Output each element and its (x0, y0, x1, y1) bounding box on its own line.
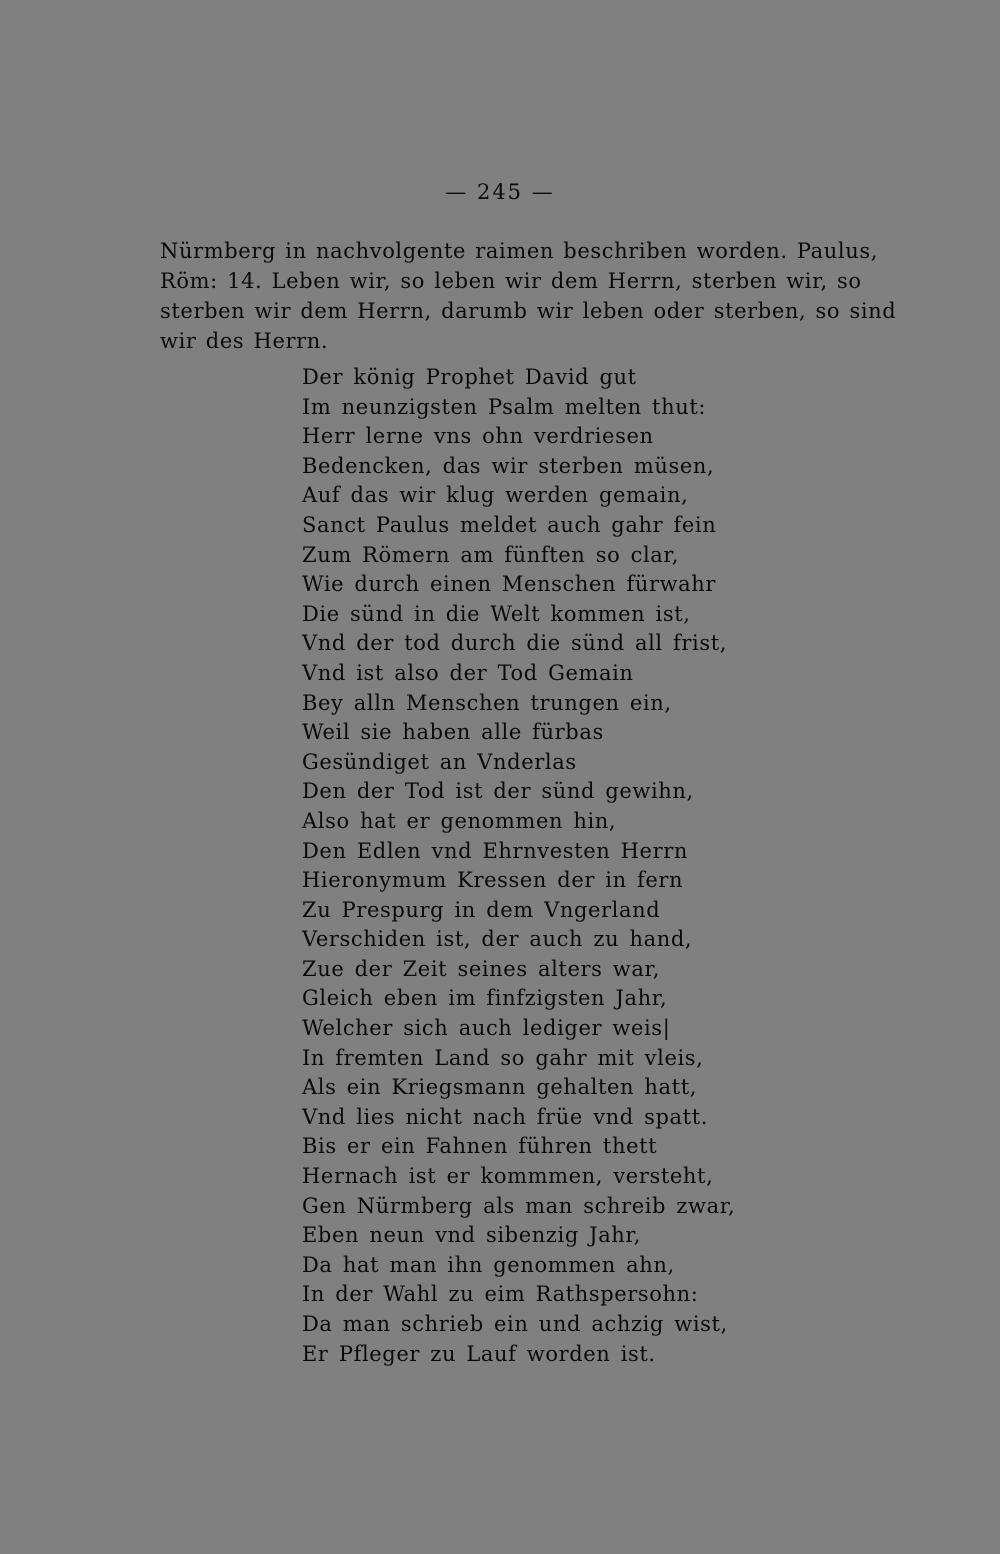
verse-line: Welcher sich auch lediger weis| (302, 1016, 671, 1041)
verse-line: Zue der Zeit seines alters war, (302, 956, 661, 981)
verse-line: Gleich eben im finfzigsten Jahr, (302, 986, 668, 1011)
verse-line: Zu Prespurg in dem Vngerland (302, 897, 661, 922)
page-number: — 245 — (445, 180, 555, 204)
verse-line: Vnd ist also der Tod Gemain (302, 660, 634, 685)
verse-line: Eben neun vnd sibenzig Jahr, (302, 1223, 642, 1248)
verse-line: Als ein Kriegsmann gehalten hatt, (302, 1075, 698, 1100)
prose-paragraph (160, 236, 897, 356)
verse-line: Die sünd in die Welt kommen ist, (302, 601, 691, 626)
verse-line: Hernach ist er kommmen, versteht, (302, 1164, 714, 1189)
verse-line: Im neunzigsten Psalm melten thut: (302, 394, 707, 419)
verse-line: Vnd der tod durch die sünd all frist, (302, 631, 728, 656)
verse-line: Also hat er genommen hin, (302, 808, 617, 833)
verse-line: Er Pfleger zu Lauf worden ist. (302, 1341, 656, 1366)
verse-line: Hieronymum Kressen der in fern (302, 868, 684, 893)
poem (302, 363, 736, 1369)
verse-line: Da man schrieb ein und achzig wist, (302, 1312, 728, 1336)
verse-line: Zum Römern am fünften so clar, (302, 542, 680, 567)
verse-line: Gen Nürmberg als man schreib zwar, (302, 1193, 736, 1218)
verse-line: Weil sie haben alle fürbas (302, 720, 604, 745)
verse-line: Den Edlen vnd Ehrnvesten Herrn (302, 838, 688, 863)
verse-line: Wie durch einen Menschen fürwahr (302, 572, 717, 597)
verse-line: Verschiden ist, der auch zu hand, (302, 927, 693, 952)
prose-line: wir des Herrn. (160, 329, 329, 353)
verse-line: Auf das wir klug werden gemain, (302, 483, 689, 508)
verse-line: Bedencken, das wir sterben müsen, (302, 453, 715, 478)
prose-line: Röm: 14. Leben wir, so leben wir dem Herrn, sterben wir, so (160, 269, 862, 293)
verse-line: Der könig Prophet David gut (302, 365, 637, 389)
verse-line: Bey alln Menschen trungen ein, (302, 690, 672, 715)
verse-line: Da hat man ihn genommen ahn, (302, 1252, 675, 1277)
verse-line: Bis er ein Fahnen führen thett (302, 1134, 658, 1159)
prose-line: sterben wir dem Herrn, darumb wir leben oder sterben, so sind (160, 299, 897, 323)
verse-line: Herr lerne vns ohn verdriesen (302, 424, 654, 449)
verse-line: In der Wahl zu eim Rathspersohn: (302, 1282, 699, 1307)
verse-line: Vnd lies nicht nach früe vnd spatt. (302, 1104, 709, 1129)
verse-line: Sanct Paulus meldet auch gahr fein (302, 512, 717, 537)
verse-line: Gesündiget an Vnderlas (302, 749, 577, 774)
verse-line: Den der Tod ist der sünd gewihn, (302, 779, 694, 804)
prose-line: Nürmberg in nachvolgente raimen beschriben worden. Paulus, (160, 239, 878, 263)
verse-line: In fremten Land so gahr mit vleis, (302, 1045, 704, 1070)
